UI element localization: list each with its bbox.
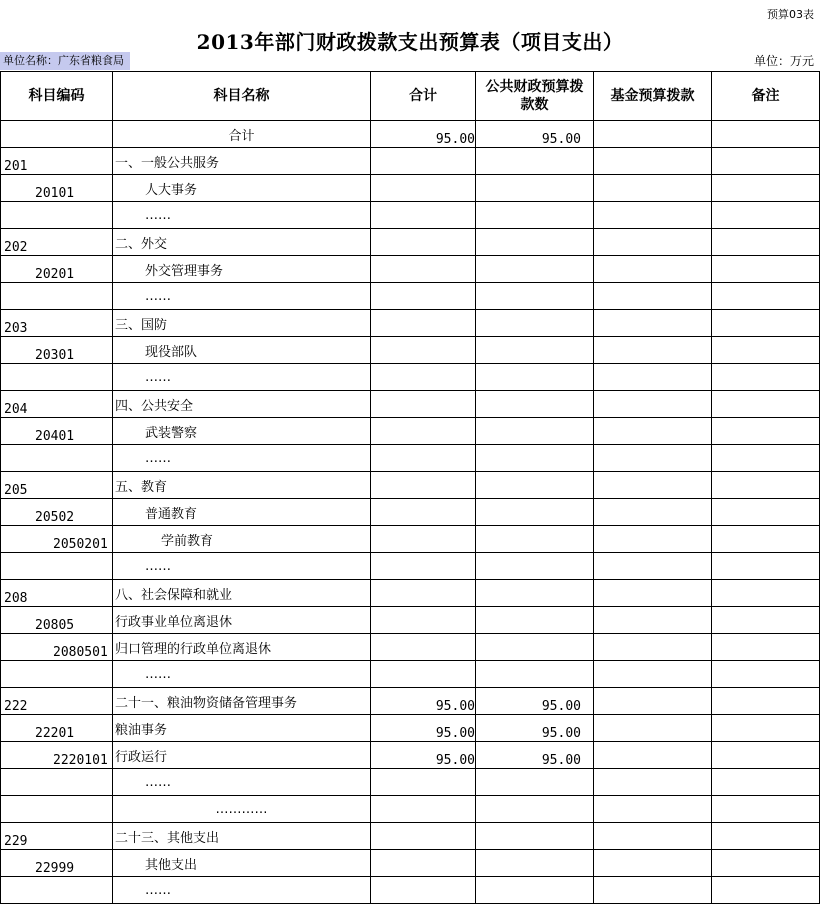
cell-code: 2080501 (1, 634, 113, 661)
table-header-row (1, 72, 820, 121)
cell-total (371, 148, 476, 175)
cell-fund-budget (594, 364, 712, 391)
cell-total (371, 418, 476, 445)
cell-name: 一、一般公共服务 (113, 148, 371, 175)
header-total: 合计 (371, 72, 476, 121)
cell-name: …… (113, 364, 371, 391)
table-row (1, 796, 820, 823)
cell-code (1, 796, 113, 823)
cell-code (1, 364, 113, 391)
cell-public-budget (476, 769, 594, 796)
cell-name: …… (113, 877, 371, 904)
cell-code (1, 877, 113, 904)
table-row (1, 391, 820, 418)
table-row (1, 661, 820, 688)
table-row (1, 283, 820, 310)
header-code: 科目编码 (1, 72, 113, 121)
cell-code: 222 (1, 688, 113, 715)
cell-public-budget (476, 472, 594, 499)
cell-public-budget (476, 202, 594, 229)
cell-name: 粮油事务 (113, 715, 371, 742)
cell-fund-budget (594, 175, 712, 202)
cell-public-budget (476, 526, 594, 553)
cell-note (712, 607, 820, 634)
cell-fund-budget (594, 499, 712, 526)
table-row (1, 823, 820, 850)
cell-note (712, 229, 820, 256)
cell-name: 二十三、其他支出 (113, 823, 371, 850)
cell-note (712, 121, 820, 148)
table-row (1, 472, 820, 499)
cell-note (712, 661, 820, 688)
cell-fund-budget (594, 202, 712, 229)
cell-name: 二十一、粮油物资储备管理事务 (113, 688, 371, 715)
cell-note (712, 877, 820, 904)
header-name: 科目名称 (113, 72, 371, 121)
cell-total: 95.00 (371, 715, 476, 742)
cell-fund-budget (594, 256, 712, 283)
cell-total (371, 877, 476, 904)
cell-name: 行政事业单位离退休 (113, 607, 371, 634)
table-row (1, 715, 820, 742)
cell-fund-budget (594, 148, 712, 175)
table-row (1, 202, 820, 229)
cell-fund-budget (594, 472, 712, 499)
cell-code: 203 (1, 310, 113, 337)
cell-total (371, 364, 476, 391)
cell-fund-budget (594, 229, 712, 256)
page-title: 2013年部门财政拨款支出预算表（项目支出） (196, 30, 624, 54)
cell-public-budget (476, 283, 594, 310)
cell-note (712, 580, 820, 607)
table-row (1, 229, 820, 256)
cell-public-budget (476, 661, 594, 688)
cell-public-budget (476, 877, 594, 904)
cell-code: 2220101 (1, 742, 113, 769)
cell-code: 22201 (1, 715, 113, 742)
cell-note (712, 796, 820, 823)
cell-name: 外交管理事务 (113, 256, 371, 283)
cell-total: 95.00 (371, 688, 476, 715)
table-row (1, 850, 820, 877)
table-row (1, 688, 820, 715)
cell-public-budget (476, 310, 594, 337)
cell-code: 2050201 (1, 526, 113, 553)
currency-unit-label: 单位：万元 (753, 54, 814, 68)
cell-total (371, 499, 476, 526)
cell-total (371, 256, 476, 283)
cell-public-budget (476, 229, 594, 256)
table-row (1, 121, 820, 148)
cell-name: …… (113, 283, 371, 310)
form-number: 预算03表 (767, 8, 814, 21)
cell-public-budget (476, 256, 594, 283)
cell-public-budget (476, 553, 594, 580)
cell-total (371, 553, 476, 580)
cell-public-budget (476, 607, 594, 634)
cell-public-budget (476, 445, 594, 472)
cell-total (371, 580, 476, 607)
cell-total (371, 202, 476, 229)
cell-fund-budget (594, 769, 712, 796)
cell-name: 八、社会保障和就业 (113, 580, 371, 607)
cell-code: 202 (1, 229, 113, 256)
cell-public-budget (476, 364, 594, 391)
table-row (1, 418, 820, 445)
cell-name: …… (113, 769, 371, 796)
cell-note (712, 472, 820, 499)
cell-fund-budget (594, 715, 712, 742)
cell-note (712, 148, 820, 175)
cell-total (371, 337, 476, 364)
cell-code (1, 202, 113, 229)
cell-code (1, 661, 113, 688)
cell-note (712, 283, 820, 310)
header-fund-budget: 基金预算拨款 (594, 72, 712, 121)
cell-total (371, 445, 476, 472)
cell-code: 229 (1, 823, 113, 850)
cell-fund-budget (594, 634, 712, 661)
cell-code: 20805 (1, 607, 113, 634)
table-row (1, 526, 820, 553)
cell-total (371, 661, 476, 688)
cell-fund-budget (594, 877, 712, 904)
cell-public-budget: 95.00 (476, 688, 594, 715)
cell-fund-budget (594, 310, 712, 337)
cell-note (712, 256, 820, 283)
table-row (1, 148, 820, 175)
table-row (1, 175, 820, 202)
cell-fund-budget (594, 823, 712, 850)
cell-fund-budget (594, 418, 712, 445)
cell-public-budget (476, 634, 594, 661)
cell-fund-budget (594, 391, 712, 418)
unit-name-label: 单位名称：广东省粮食局 (0, 52, 130, 70)
cell-total (371, 823, 476, 850)
table-row (1, 553, 820, 580)
cell-code: 20502 (1, 499, 113, 526)
cell-public-budget (476, 391, 594, 418)
cell-total (371, 175, 476, 202)
header-public-budget: 公共财政预算拨款数 (476, 72, 594, 121)
cell-name: 归口管理的行政单位离退休 (113, 634, 371, 661)
cell-fund-budget (594, 850, 712, 877)
cell-code: 204 (1, 391, 113, 418)
cell-fund-budget (594, 661, 712, 688)
cell-note (712, 688, 820, 715)
table-row (1, 310, 820, 337)
cell-name: 武装警察 (113, 418, 371, 445)
cell-name: 普通教育 (113, 499, 371, 526)
cell-code: 22999 (1, 850, 113, 877)
cell-public-budget: 95.00 (476, 715, 594, 742)
cell-code: 208 (1, 580, 113, 607)
cell-public-budget: 95.00 (476, 121, 594, 148)
cell-fund-budget (594, 688, 712, 715)
cell-name: 学前教育 (113, 526, 371, 553)
cell-total (371, 796, 476, 823)
cell-name: ………… (113, 796, 371, 823)
cell-total (371, 769, 476, 796)
cell-public-budget (476, 148, 594, 175)
cell-note (712, 364, 820, 391)
cell-note (712, 742, 820, 769)
cell-name: 其他支出 (113, 850, 371, 877)
cell-fund-budget (594, 580, 712, 607)
cell-note (712, 445, 820, 472)
budget-table (0, 71, 820, 904)
cell-fund-budget (594, 526, 712, 553)
cell-note (712, 310, 820, 337)
table-row (1, 256, 820, 283)
table-row (1, 742, 820, 769)
table-row (1, 877, 820, 904)
cell-note (712, 823, 820, 850)
cell-fund-budget (594, 283, 712, 310)
cell-note (712, 202, 820, 229)
cell-note (712, 499, 820, 526)
cell-public-budget (476, 796, 594, 823)
cell-public-budget (476, 337, 594, 364)
cell-code (1, 121, 113, 148)
cell-public-budget: 95.00 (476, 742, 594, 769)
cell-name: 二、外交 (113, 229, 371, 256)
cell-name: 人大事务 (113, 175, 371, 202)
cell-code (1, 553, 113, 580)
cell-note (712, 850, 820, 877)
cell-code: 205 (1, 472, 113, 499)
table-row (1, 445, 820, 472)
table-row (1, 634, 820, 661)
cell-public-budget (476, 175, 594, 202)
cell-code: 20301 (1, 337, 113, 364)
cell-total (371, 472, 476, 499)
cell-fund-budget (594, 445, 712, 472)
cell-note (712, 553, 820, 580)
cell-name: …… (113, 202, 371, 229)
cell-name: …… (113, 661, 371, 688)
cell-total (371, 850, 476, 877)
cell-code: 20101 (1, 175, 113, 202)
cell-public-budget (476, 418, 594, 445)
cell-public-budget (476, 823, 594, 850)
table-row (1, 769, 820, 796)
cell-note (712, 418, 820, 445)
cell-code (1, 445, 113, 472)
cell-total (371, 526, 476, 553)
table-row (1, 364, 820, 391)
cell-total (371, 283, 476, 310)
cell-note (712, 391, 820, 418)
cell-code (1, 769, 113, 796)
cell-name: 三、国防 (113, 310, 371, 337)
cell-total: 95.00 (371, 742, 476, 769)
cell-total: 95.00 (371, 121, 476, 148)
cell-total (371, 607, 476, 634)
cell-public-budget (476, 499, 594, 526)
cell-name: …… (113, 553, 371, 580)
cell-name: 合计 (113, 121, 371, 148)
table-row (1, 607, 820, 634)
cell-public-budget (476, 850, 594, 877)
cell-fund-budget (594, 607, 712, 634)
table-row (1, 499, 820, 526)
cell-code: 20401 (1, 418, 113, 445)
cell-note (712, 715, 820, 742)
cell-note (712, 769, 820, 796)
cell-note (712, 634, 820, 661)
cell-code: 20201 (1, 256, 113, 283)
cell-fund-budget (594, 121, 712, 148)
cell-fund-budget (594, 742, 712, 769)
cell-note (712, 526, 820, 553)
cell-public-budget (476, 580, 594, 607)
cell-fund-budget (594, 553, 712, 580)
cell-total (371, 391, 476, 418)
table-row (1, 337, 820, 364)
cell-note (712, 175, 820, 202)
cell-total (371, 634, 476, 661)
cell-name: …… (113, 445, 371, 472)
cell-name: 现役部队 (113, 337, 371, 364)
table-row (1, 580, 820, 607)
cell-name: 行政运行 (113, 742, 371, 769)
cell-total (371, 229, 476, 256)
cell-name: 五、教育 (113, 472, 371, 499)
cell-fund-budget (594, 337, 712, 364)
cell-name: 四、公共安全 (113, 391, 371, 418)
cell-code (1, 283, 113, 310)
cell-note (712, 337, 820, 364)
header-note: 备注 (712, 72, 820, 121)
cell-total (371, 310, 476, 337)
cell-fund-budget (594, 796, 712, 823)
cell-code: 201 (1, 148, 113, 175)
